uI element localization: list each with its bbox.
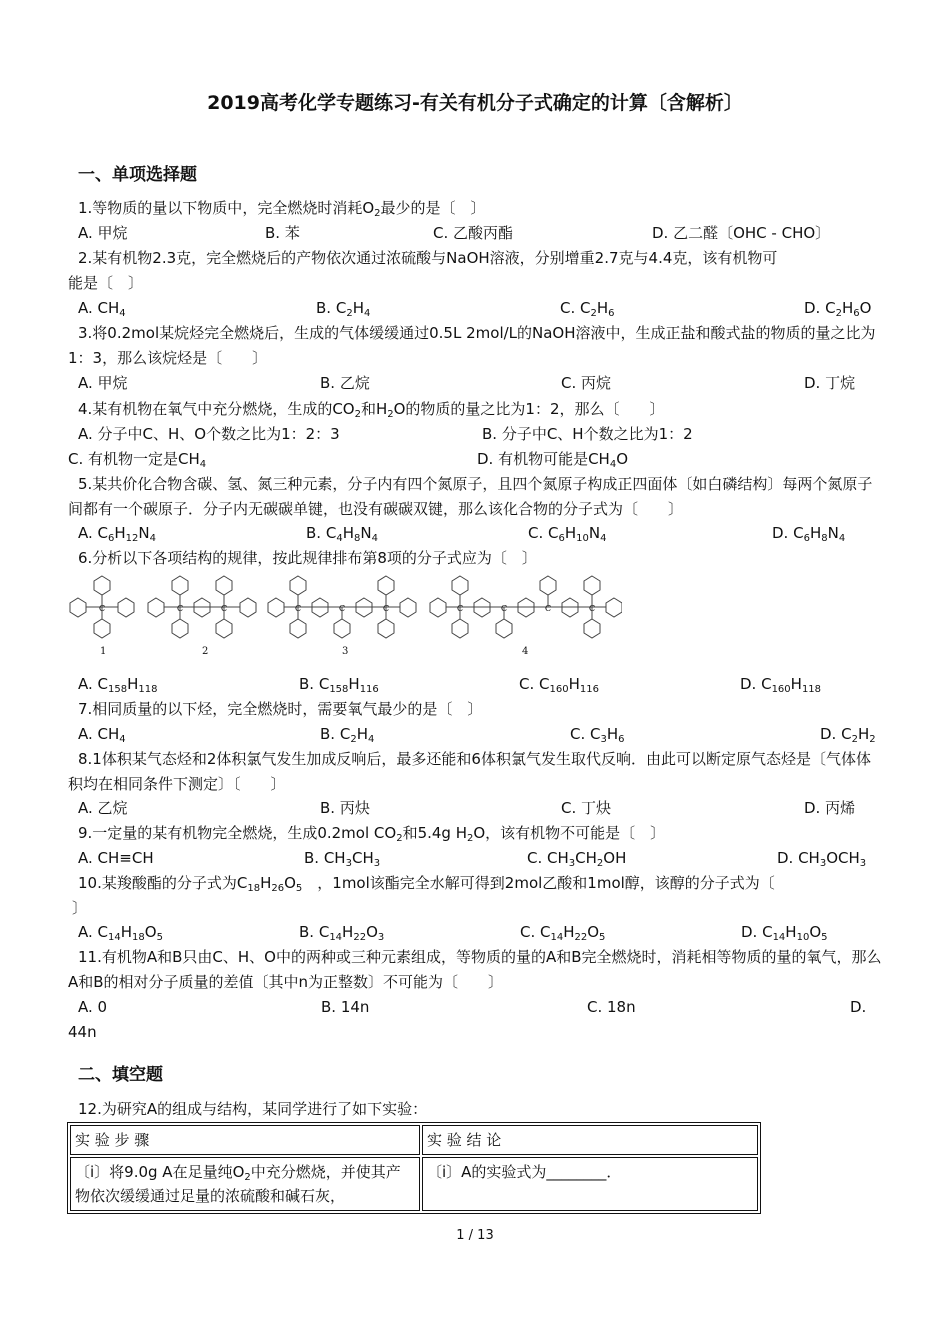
q6-option-a: A. $C_{158}H_{118}$ <box>78 675 158 695</box>
q6-option-b: B. $C_{158}H_{116}$ <box>299 675 379 695</box>
question-3-stem: 3.将0.2mol某烷烃完全燃烧后，生成的气体缓缓通过0.5L 2mol/L的NaOH溶液中，生成正盐和酸式盐的物质的量之比为1：3，那么该烷烃是〔 〕 <box>68 324 876 367</box>
q10-option-c: C. $C_{14}H_{22}O_5$ <box>520 923 606 943</box>
question-10-stem: 10.某羧酸酯的分子式为$C_{18}H_{26}O_5$ ，1mol该酯完全水解可得到2mol乙酸和1mol醇，该醇的分子式为〔 <box>78 874 775 894</box>
q6-option-c: C. $C_{160}H_{116}$ <box>519 675 599 695</box>
q10-option-d: D. $C_{14}H_{10}O_5$ <box>741 923 828 943</box>
q9-option-c: C. $CH_3CH_2OH$ <box>527 849 627 869</box>
q9-option-a: A. CH≡CH <box>78 849 154 867</box>
q4-option-a: A. 分子中C、H、O个数之比为1：2：3 <box>78 425 340 443</box>
q5-option-a: A. $C_6H_{12}N_4$ <box>78 524 157 544</box>
section-heading-fill: 二、填空题 <box>78 1065 163 1085</box>
q4-option-c: C. 有机物一定是$CH_4$ <box>68 450 207 470</box>
structure-label-3: 3 <box>342 646 349 657</box>
q11-option-d-value: 44n <box>68 1023 97 1041</box>
q3-option-c: C. 丙烷 <box>561 374 612 392</box>
question-4-stem: 4.某有机物在氧气中充分燃烧，生成的$CO_2$和$H_2O$的物质的量之比为1：2，那么〔 〕 <box>78 400 665 420</box>
structure-3-image <box>266 568 418 646</box>
structure-2-image <box>144 568 260 646</box>
q2-option-d: D. $C_2H_6O$ <box>804 299 872 319</box>
svg-text:C: C <box>295 604 302 613</box>
q7-option-a: A. $CH_4$ <box>78 725 126 745</box>
q1-option-c: C. 乙酸丙酯 <box>433 224 514 242</box>
q1-option-b: B. 苯 <box>265 224 300 242</box>
q4-option-d: D. 有机物可能是$CH_4O$ <box>477 450 629 470</box>
table-row <box>70 1157 758 1211</box>
q8-option-c: C. 丁炔 <box>561 799 612 817</box>
q6-option-d: D. $C_{160}H_{118}$ <box>740 675 822 695</box>
table-cell-conclusion-1: 〔i〕A的实验式为________． <box>422 1157 758 1211</box>
q11-option-b: B. 14n <box>321 998 370 1016</box>
q11-option-a: A. 0 <box>78 998 108 1016</box>
table-header-conclusion: 实 验 结 论 <box>422 1125 758 1155</box>
svg-text:C: C <box>339 604 346 613</box>
q7-option-b: B. $C_2H_4$ <box>320 725 375 745</box>
q8-option-a: A. 乙烷 <box>78 799 128 817</box>
question-10-stem-line2: 〕 <box>72 899 88 917</box>
q5-option-b: B. $C_4H_8N_4$ <box>306 524 378 544</box>
q8-option-b: B. 丙炔 <box>320 799 370 817</box>
q3-option-a: A. 甲烷 <box>78 374 128 392</box>
structure-label-4: 4 <box>522 646 529 657</box>
section-heading-choice: 一、单项选择题 <box>78 165 197 185</box>
question-8-stem: 8.1体积某气态烃和2体积氯气发生加成反响后，最多还能和6体积氯气发生取代反响．由此可以断定原气态烃是〔气体体积均在相同条件下测定〕〔 〕 <box>68 750 871 793</box>
q7-option-c: C. $C_3H_6$ <box>570 725 625 745</box>
q2-option-a: A. $CH_4$ <box>78 299 126 319</box>
experiment-table <box>67 1122 761 1214</box>
svg-text:C: C <box>589 604 596 613</box>
table-cell-step-1: 〔i〕将9.0g A在足量纯$O_2$中充分燃烧，并使其产物依次缓缓通过足量的浓硫酸和碱石灰， <box>70 1157 420 1211</box>
q10-option-a: A. $C_{14}H_{18}O_5$ <box>78 923 163 943</box>
q2-option-c: C. $C_2H_6$ <box>560 299 615 319</box>
q1-option-a: A. 甲烷 <box>78 224 128 242</box>
page-title: 2019高考化学专题练习-有关有机分子式确定的计算〔含解析〕 <box>207 92 743 114</box>
q3-option-d: D. 丁烷 <box>804 374 856 392</box>
question-12-stem: 12.为研究A的组成与结构，某同学进行了如下实验： <box>78 1100 428 1118</box>
question-7-stem: 7.相同质量的以下烃，完全燃烧时，需要氧气最少的是〔 〕 <box>78 700 483 718</box>
q2-option-b: B. $C_2H_4$ <box>316 299 371 319</box>
question-2-stem-line1: 2.某有机物2.3克，完全燃烧后的产物依次通过浓硫酸与NaOH溶液，分别增重2.7克与4.4克，该有机物可 <box>78 249 778 267</box>
page-number: 1 / 13 <box>456 1228 494 1243</box>
q5-option-c: C. $C_6H_{10}N_4$ <box>528 524 607 544</box>
structure-label-2: 2 <box>202 646 209 657</box>
svg-text:C: C <box>221 604 228 613</box>
q3-option-b: B. 乙烷 <box>320 374 370 392</box>
question-1-stem: 1.等物质的量以下物质中，完全燃烧时消耗$O_2$最少的是〔 〕 <box>78 199 486 219</box>
q8-option-d: D. 丙烯 <box>804 799 856 817</box>
structure-4-image <box>428 568 622 646</box>
structure-label-1: 1 <box>100 646 107 657</box>
svg-text:C: C <box>457 604 464 613</box>
table-header-steps: 实 验 步 骤 <box>70 1125 420 1155</box>
question-2-stem-line2: 能是〔 〕 <box>68 274 144 292</box>
q10-option-b: B. $C_{14}H_{22}O_3$ <box>299 923 385 943</box>
question-11-stem: 11.有机物A和B只由C、H、O中的两种或三种元素组成，等物质的量的A和B完全燃烧时，消耗相等物质的量的氧气，那么A和B的相对分子质量的差值〔其中n为正整数〕不可能为〔 〕 <box>68 948 882 991</box>
q9-option-b: B. $CH_3CH_3$ <box>304 849 381 869</box>
q11-option-d: D. <box>850 998 867 1016</box>
svg-text:C: C <box>177 604 184 613</box>
q4-option-b: B. 分子中C、H个数之比为1：2 <box>482 425 693 443</box>
q1-option-d: D. 乙二醛〔OHC - CHO〕 <box>652 224 831 242</box>
q7-option-d: D. $C_2H_2$ <box>820 725 876 745</box>
q5-option-d: D. $C_6H_8N_4$ <box>772 524 846 544</box>
question-9-stem: 9.一定量的某有机物完全燃烧，生成0.2mol $CO_2$和5.4g $H_2O$，该有机物不可能是〔 〕 <box>78 824 666 844</box>
svg-text:C: C <box>545 604 552 613</box>
q11-option-c: C. 18n <box>587 998 636 1016</box>
q9-option-d: D. $CH_3OCH_3$ <box>777 849 867 869</box>
svg-text:C: C <box>99 604 106 613</box>
structure-1-image <box>66 568 138 646</box>
question-6-stem: 6.分析以下各项结构的规律，按此规律排布第8项的分子式应为〔 〕 <box>78 549 537 567</box>
table-header-row <box>70 1125 758 1155</box>
question-5-stem: 5.某共价化合物含碳、氢、氮三种元素，分子内有四个氮原子，且四个氮原子构成正四面体〔如白磷结构〕每两个氮原子间都有一个碳原子．分子内无碳碳单键，也没有碳碳双键，那么该化合物的分子式为〔 〕 <box>68 475 873 518</box>
svg-text:C: C <box>501 604 508 613</box>
svg-text:C: C <box>383 604 390 613</box>
